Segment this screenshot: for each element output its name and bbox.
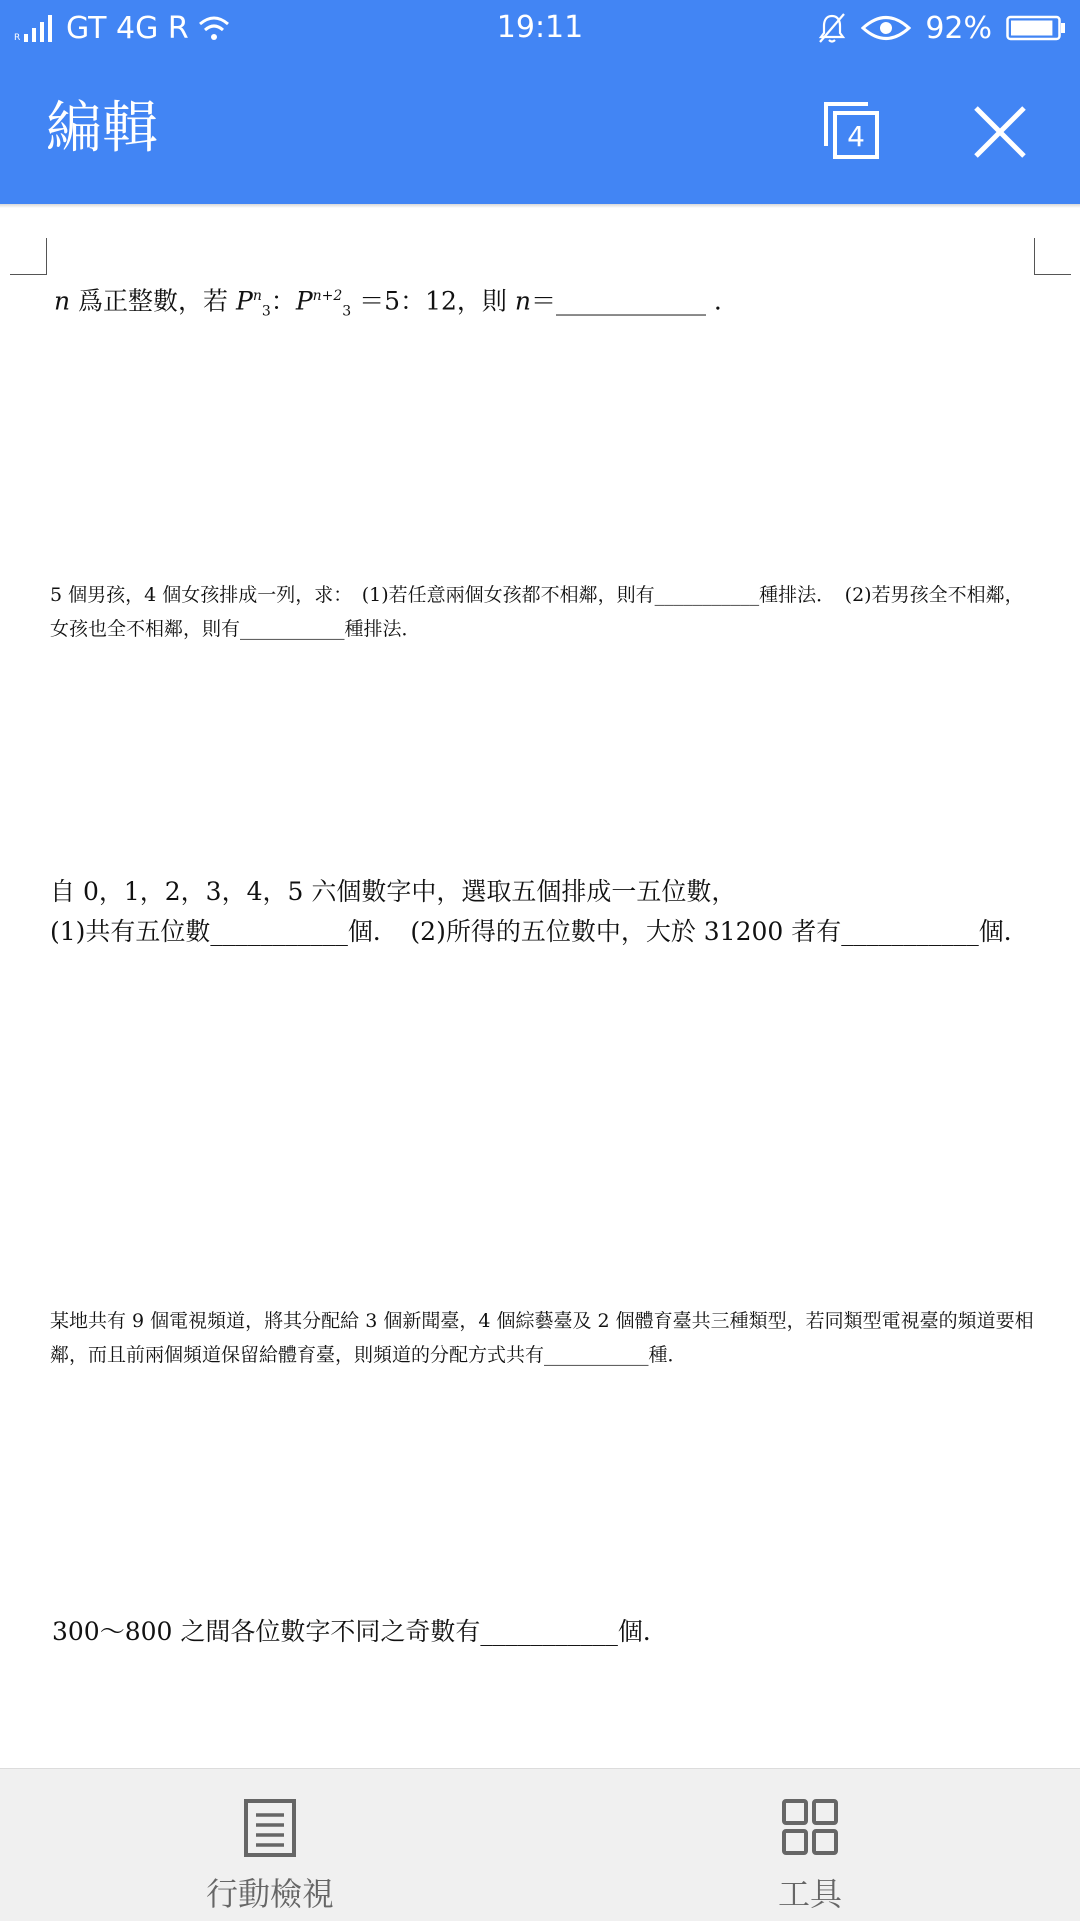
- q1-sub2: 3: [342, 303, 352, 320]
- q1-text-a: 爲正整數，若: [70, 286, 237, 316]
- app-title: 編輯: [46, 96, 158, 161]
- eye-icon: [861, 13, 911, 43]
- status-time: 19:11: [496, 10, 584, 45]
- battery-icon: [1006, 14, 1066, 42]
- pages-icon: [818, 96, 888, 166]
- page-count: 4: [847, 120, 865, 153]
- q1-text-c: ＝____________ .: [530, 286, 722, 316]
- status-right: [817, 8, 1066, 48]
- question-5: 300～800 之間各位數字不同之奇數有___________個．: [52, 1617, 668, 1646]
- tools-label: 工具: [777, 1875, 842, 1913]
- q1-var-n: n: [54, 286, 71, 316]
- q1-p2: P: [295, 286, 313, 316]
- q1-sub1: 3: [261, 303, 271, 320]
- mobile-view-button[interactable]: [0, 1769, 540, 1921]
- q1-p1: P: [236, 286, 253, 316]
- question-3-line-2: (1)共有五位數___________個． (2)所得的五位數中，大於 31200 者有___________個．: [50, 917, 1029, 946]
- q1-sup1: n: [252, 288, 262, 304]
- q1-colon: ：: [270, 286, 296, 316]
- pages-button[interactable]: [818, 96, 888, 166]
- carrier-text: GT 4G R: [66, 10, 189, 46]
- document-page[interactable]: [0, 208, 1080, 1768]
- close-icon: [970, 102, 1030, 162]
- page-corner-mark-left: [10, 238, 47, 275]
- app-bar: [0, 56, 1080, 204]
- battery-percent: 92%: [925, 10, 992, 46]
- tools-button[interactable]: [540, 1769, 1080, 1921]
- tools-grid-icon: [780, 1797, 840, 1857]
- muted-bell-icon: [817, 12, 847, 44]
- mobile-view-label: 行動檢視: [205, 1875, 334, 1913]
- mobile-view-icon: [240, 1797, 300, 1857]
- status-bar: [0, 0, 1080, 56]
- q1-sup2: n+2: [312, 288, 343, 304]
- q1-var-n2: n: [514, 286, 531, 316]
- question-3-line-1: 自 0，1，2，3，4，5 六個數字中，選取五個排成一五位數，: [50, 877, 737, 906]
- question-2: 5 個男孩，4 個女孩排成一列，求： (1)若任意兩個女孩都不相鄰，則有___________種排法． (2)若男孩全不相鄰，女孩也全不相鄰，則有___________種排法．: [50, 584, 1024, 640]
- page-corner-mark-right: [1034, 238, 1071, 275]
- question-1: [54, 276, 722, 331]
- bottom-toolbar: [0, 1768, 1080, 1921]
- question-3: [50, 872, 1040, 952]
- question-4: 某地共有 9 個電視頻道，將其分配給 3 個新聞臺，4 個綜藝臺及 2 個體育臺共三種類型，若同類型電視臺的頻道要相鄰，而且前兩個頻道保留給體育臺，則頻道的分配方式共有___________種．: [50, 1310, 1034, 1366]
- q1-text-b: ＝5：12，則: [351, 286, 515, 316]
- close-button[interactable]: [970, 102, 1030, 162]
- svg-text:R: R: [14, 33, 21, 43]
